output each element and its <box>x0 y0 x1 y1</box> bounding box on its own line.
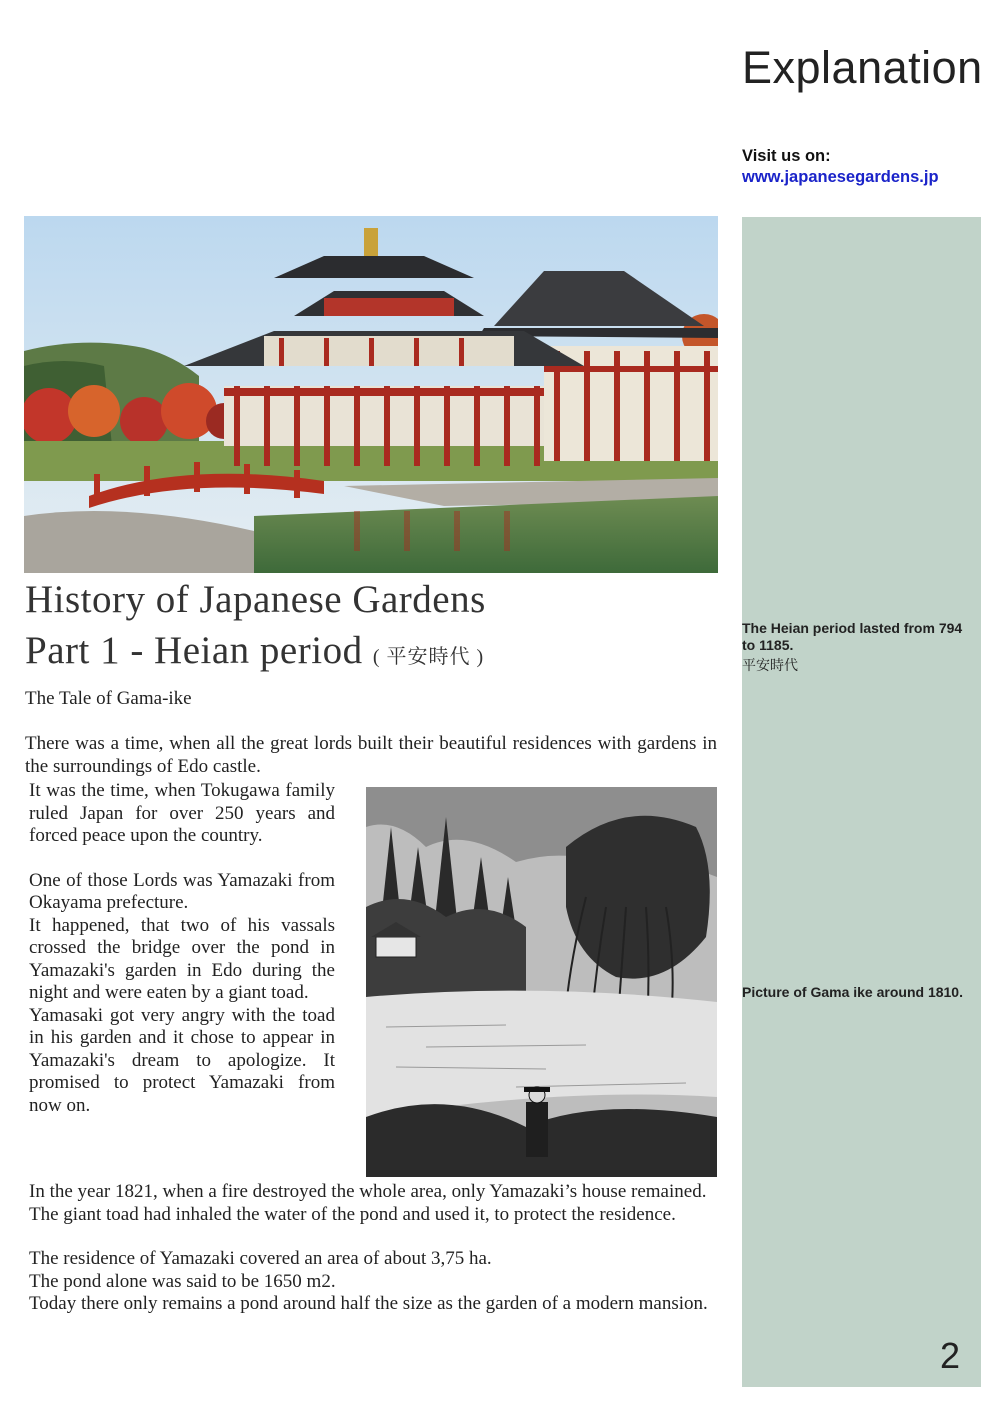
picture-caption-note: Picture of Gama ike around 1810. <box>742 984 963 1000</box>
bottom-paragraph-5: Today there only remains a pond around half the size as the garden of a modern mansion. <box>29 1293 708 1314</box>
closing-section <box>29 1181 717 1316</box>
sidebar-title: Explanation <box>742 42 983 93</box>
story-column <box>29 780 335 1117</box>
intro-paragraph: There was a time, when all the great lords built their beautiful residences with gardens in the surroundings of Edo castle. <box>25 733 717 777</box>
bottom-paragraph-1: In the year 1821, when a fire destroyed the whole area, only Yamazaki’s house remained. <box>29 1181 707 1202</box>
heian-period-note-text: The Heian period lasted from 794 to 1185. <box>742 620 963 653</box>
title-line-2: Part 1 - Heian period <box>25 629 363 672</box>
visit-block <box>742 146 939 188</box>
heian-period-note-jp: 平安時代 <box>742 657 798 673</box>
page-number: 2 <box>940 1335 961 1376</box>
bottom-paragraph-2: The giant toad had inhaled the water of the pond and used it, to protect the residence. <box>29 1203 676 1225</box>
article-title <box>25 574 486 683</box>
temple-photo <box>24 216 718 573</box>
column-paragraph-1: It was the time, when Tokugawa family ruled Japan for over 250 years and forced peace upon the country. <box>29 780 335 846</box>
column-paragraph-4: Yamasaki got very angry with the toad in his garden and it chose to appear in Yamazaki's dream to apologize. It promised to protect Yamazaki from now on. <box>29 1004 335 1116</box>
gama-ike-drawing <box>366 787 717 1177</box>
article-subtitle: The Tale of Gama-ike <box>25 688 192 709</box>
column-paragraph-2: One of those Lords was Yamazaki from Okayama prefecture. <box>29 869 335 913</box>
bottom-paragraph-3: The residence of Yamazaki covered an area of about 3,75 ha. <box>29 1248 492 1269</box>
visit-label: Visit us on: <box>742 147 831 165</box>
column-paragraph-3: It happened, that two of his vassals crossed the bridge over the pond in Yamazaki's garden in Edo during the night and were eaten by a giant toad. <box>29 914 335 1003</box>
title-jp: ( 平安時代 ) <box>372 646 485 668</box>
gama-ike-drawing-graphic <box>366 787 717 1177</box>
website-link[interactable]: www.japanesegardens.jp <box>742 168 939 186</box>
title-line-1: History of Japanese Gardens <box>25 578 486 621</box>
heian-period-note <box>742 620 972 674</box>
temple-photo-graphic <box>24 216 718 573</box>
bottom-paragraph-4: The pond alone was said to be 1650 m2. <box>29 1270 336 1292</box>
sidebar-panel <box>742 217 981 1387</box>
